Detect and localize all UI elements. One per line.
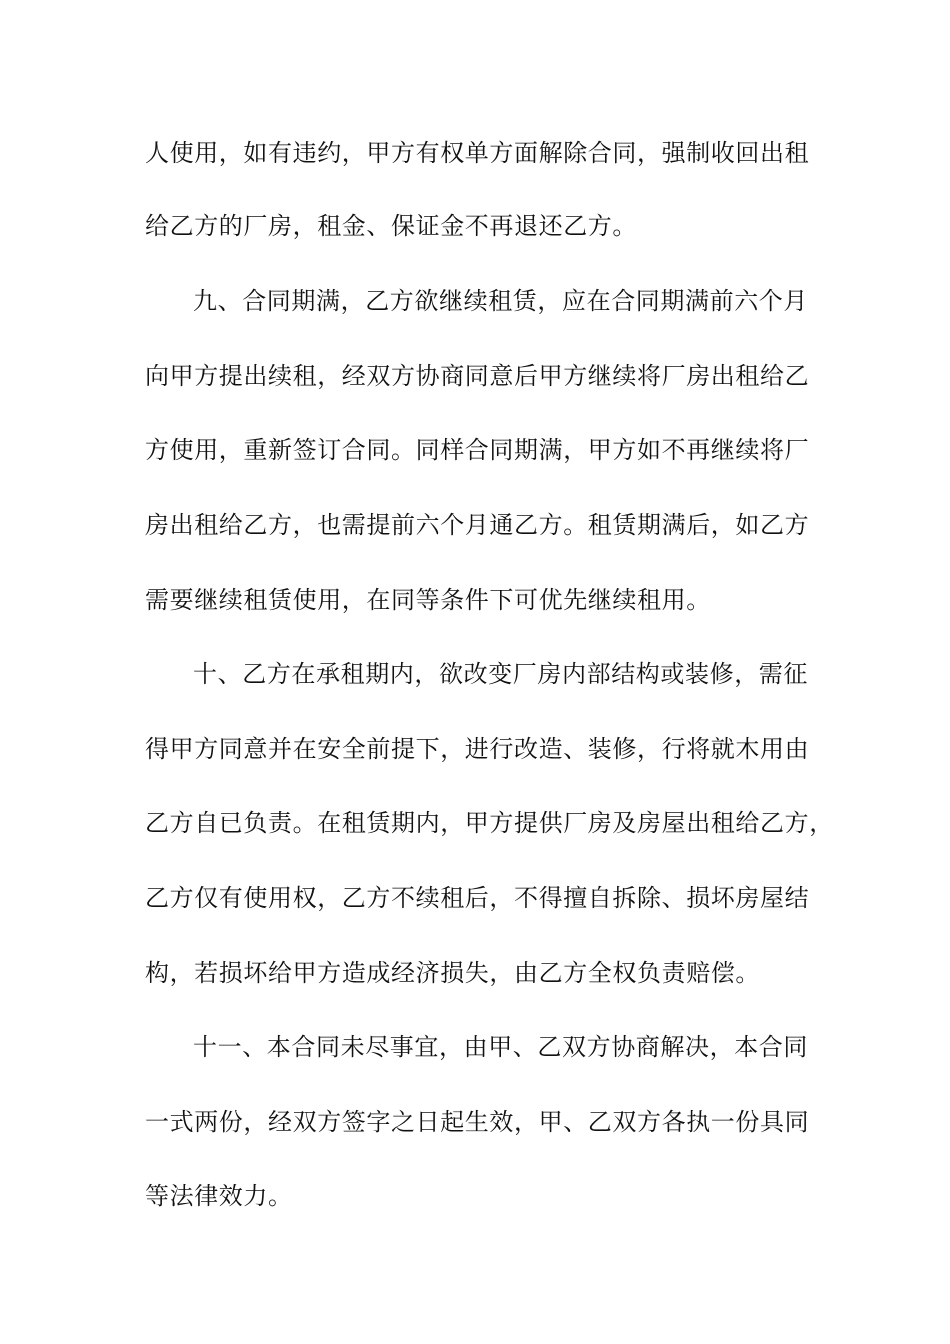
text-line: 向甲方提出续租，经双方协商同意后甲方继续将厂房出租给乙 xyxy=(145,362,810,390)
paragraph-start-line: 九、合同期满，乙方欲继续租赁，应在合同期满前六个月 xyxy=(193,287,808,315)
paragraph-start-line: 十、乙方在承租期内，欲改变厂房内部结构或装修，需征 xyxy=(193,660,808,688)
text-line: 需要继续租赁使用，在同等条件下可优先继续租用。 xyxy=(145,586,711,614)
text-line: 得甲方同意并在安全前提下，进行改造、装修，行将就木用由 xyxy=(145,735,810,763)
text-line: 人使用，如有违约，甲方有权单方面解除合同，强制收回出租 xyxy=(145,139,810,167)
text-line: 方使用，重新签订合同。同样合同期满，甲方如不再继续将厂 xyxy=(145,436,810,464)
text-line: 乙方仅有使用权，乙方不续租后，不得擅自拆除、损坏房屋结 xyxy=(145,884,810,912)
paragraph-start-line: 十一、本合同未尽事宜，由甲、乙双方协商解决，本合同 xyxy=(193,1033,808,1061)
text-line: 给乙方的厂房，租金、保证金不再退还乙方。 xyxy=(145,212,637,240)
text-line: 等法律效力。 xyxy=(145,1182,293,1210)
text-line: 房出租给乙方，也需提前六个月通乙方。租赁期满后，如乙方 xyxy=(145,511,810,539)
text-line: 构，若损坏给甲方造成经济损失，由乙方全权负责赔偿。 xyxy=(145,959,760,987)
text-line: 乙方自已负责。在租赁期内，甲方提供厂房及房屋出租给乙方， xyxy=(145,809,834,837)
text-line: 一式两份，经双方签字之日起生效，甲、乙双方各执一份具同 xyxy=(145,1108,810,1136)
